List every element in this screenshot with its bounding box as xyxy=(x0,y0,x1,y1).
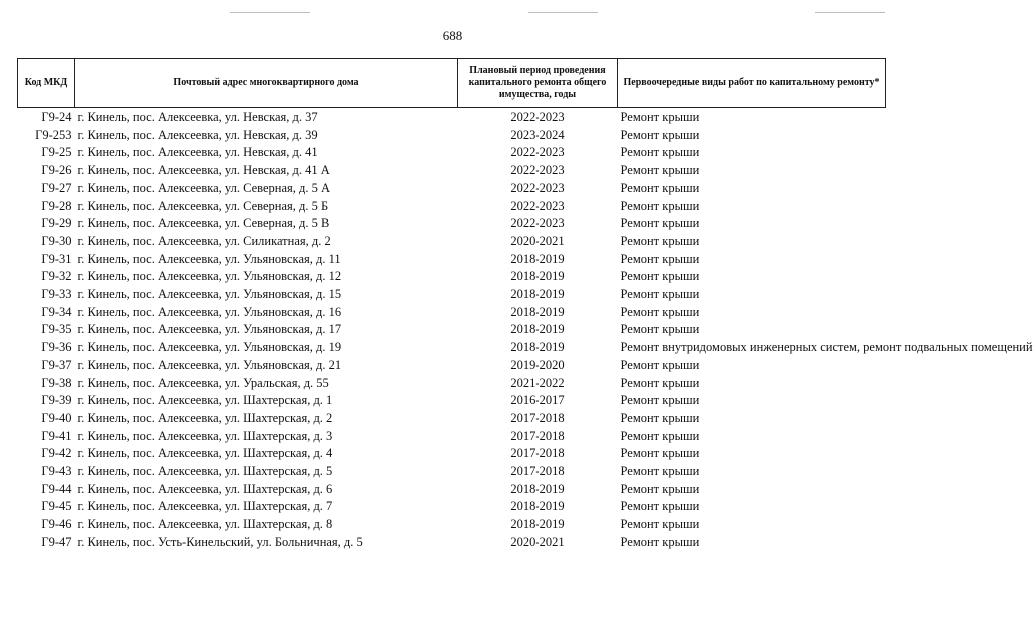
cell-works: Ремонт крыши xyxy=(620,428,700,443)
cell-code: Г9-45 xyxy=(41,499,72,514)
cell-works: Ремонт крыши xyxy=(620,481,700,496)
cell-period: 2017-2018 xyxy=(510,464,565,479)
cell-address: г. Кинель, пос. Усть-Кинельский, ул. Больничная, д. 5 xyxy=(77,534,363,549)
cell-period: 2017-2018 xyxy=(510,428,565,443)
cell-works: Ремонт внутридомовых инженерных систем, ремонт подвальных помещений xyxy=(620,340,1033,355)
cell-address: г. Кинель, пос. Алексеевка, ул. Силикатная, д. 2 xyxy=(77,233,331,248)
cell-address: г. Кинель, пос. Алексеевка, ул. Уральская, д. 55 xyxy=(77,375,329,390)
cell-code: Г9-31 xyxy=(41,251,72,266)
table-row xyxy=(18,162,886,180)
table-row xyxy=(18,108,886,127)
cell-address: г. Кинель, пос. Алексеевка, ул. Шахтерская, д. 5 xyxy=(77,464,333,479)
cell-works: Ремонт крыши xyxy=(620,198,700,213)
cell-code: Г9-29 xyxy=(41,216,72,231)
table-row xyxy=(18,321,886,339)
table-row xyxy=(18,428,886,446)
cell-works: Ремонт крыши xyxy=(620,534,700,549)
cell-works: Ремонт крыши xyxy=(620,110,700,124)
cell-works: Ремонт крыши xyxy=(620,446,700,461)
cell-address: г. Кинель, пос. Алексеевка, ул. Шахтерская, д. 3 xyxy=(77,428,333,443)
cell-period: 2022-2023 xyxy=(510,145,565,160)
cell-code: Г9-44 xyxy=(41,481,72,496)
cell-works: Ремонт крыши xyxy=(620,216,700,231)
cell-period: 2023-2024 xyxy=(510,127,565,142)
cell-code: Г9-32 xyxy=(41,269,72,284)
cell-period: 2020-2021 xyxy=(510,233,565,248)
cell-code: Г9-33 xyxy=(41,287,72,302)
cell-period: 2022-2023 xyxy=(510,110,565,124)
table-row xyxy=(18,357,886,375)
cell-address: г. Кинель, пос. Алексеевка, ул. Шахтерская, д. 8 xyxy=(77,517,333,532)
cell-address: г. Кинель, пос. Алексеевка, ул. Ульяновская, д. 16 xyxy=(77,304,342,319)
table-row xyxy=(18,251,886,269)
cell-code: Г9-35 xyxy=(41,322,72,337)
cell-address: г. Кинель, пос. Алексеевка, ул. Шахтерская, д. 2 xyxy=(77,410,333,425)
table-body xyxy=(18,108,1033,552)
cell-works: Ремонт крыши xyxy=(620,180,700,195)
cell-address: г. Кинель, пос. Алексеевка, ул. Северная, д. 5 Б xyxy=(77,198,329,213)
cell-works: Ремонт крыши xyxy=(620,233,700,248)
table-row xyxy=(18,304,886,322)
cell-period: 2019-2020 xyxy=(510,357,565,372)
cell-works: Ремонт крыши xyxy=(620,410,700,425)
table-row xyxy=(18,375,886,393)
table-header-row xyxy=(18,59,886,108)
cell-period: 2016-2017 xyxy=(510,393,565,408)
cell-address: г. Кинель, пос. Алексеевка, ул. Ульяновская, д. 15 xyxy=(77,287,342,302)
cell-code: Г9-42 xyxy=(41,446,72,461)
cell-works: Ремонт крыши xyxy=(620,304,700,319)
cell-code: Г9-253 xyxy=(35,127,72,142)
cell-period: 2018-2019 xyxy=(510,269,565,284)
cell-code: Г9-46 xyxy=(41,517,72,532)
page-number: 688 xyxy=(442,28,463,43)
cell-period: 2017-2018 xyxy=(510,446,565,461)
cell-works: Ремонт крыши xyxy=(620,393,700,408)
housing-register-table xyxy=(17,58,1033,552)
scan-artifact-line-right xyxy=(815,12,885,13)
table-row xyxy=(18,339,886,357)
scan-artifact-line-center xyxy=(528,12,598,13)
cell-works: Ремонт крыши xyxy=(620,517,700,532)
cell-code: Г9-43 xyxy=(41,464,72,479)
cell-period: 2018-2019 xyxy=(510,517,565,532)
cell-address: г. Кинель, пос. Алексеевка, ул. Ульяновская, д. 12 xyxy=(77,269,342,284)
header-code: Код МКД xyxy=(18,59,75,108)
cell-period: 2022-2023 xyxy=(510,216,565,231)
table-row xyxy=(18,127,886,145)
cell-address: г. Кинель, пос. Алексеевка, ул. Невская, д. 39 xyxy=(77,127,318,142)
cell-period: 2018-2019 xyxy=(510,340,565,355)
cell-address: г. Кинель, пос. Алексеевка, ул. Шахтерская, д. 4 xyxy=(77,446,333,461)
cell-address: г. Кинель, пос. Алексеевка, ул. Невская, д. 41 А xyxy=(77,163,330,178)
cell-address: г. Кинель, пос. Алексеевка, ул. Невская, д. 41 xyxy=(77,145,318,160)
cell-code: Г9-47 xyxy=(41,534,72,549)
header-period: Плановый период проведения капитального ремонта общего имущества, годы xyxy=(458,59,618,108)
cell-period: 2018-2019 xyxy=(510,304,565,319)
cell-code: Г9-24 xyxy=(41,110,72,124)
cell-works: Ремонт крыши xyxy=(620,464,700,479)
table-row xyxy=(18,180,886,198)
cell-code: Г9-38 xyxy=(41,375,72,390)
cell-period: 2018-2019 xyxy=(510,251,565,266)
cell-code: Г9-30 xyxy=(41,233,72,248)
cell-address: г. Кинель, пос. Алексеевка, ул. Шахтерская, д. 6 xyxy=(77,481,333,496)
table-row xyxy=(18,498,886,516)
cell-code: Г9-40 xyxy=(41,410,72,425)
table-row xyxy=(18,463,886,481)
cell-works: Ремонт крыши xyxy=(620,127,700,142)
cell-period: 2022-2023 xyxy=(510,180,565,195)
cell-address: г. Кинель, пос. Алексеевка, ул. Ульяновская, д. 19 xyxy=(77,340,342,355)
cell-works: Ремонт крыши xyxy=(620,251,700,266)
cell-code: Г9-26 xyxy=(41,163,72,178)
cell-address: г. Кинель, пос. Алексеевка, ул. Северная, д. 5 А xyxy=(77,180,331,195)
cell-code: Г9-25 xyxy=(41,145,72,160)
table-row xyxy=(18,445,886,463)
table-row xyxy=(18,410,886,428)
header-works: Первоочередные виды работ по капитальному ремонту* xyxy=(618,59,886,108)
cell-period: 2020-2021 xyxy=(510,534,565,549)
cell-period: 2018-2019 xyxy=(510,481,565,496)
cell-works: Ремонт крыши xyxy=(620,499,700,514)
cell-period: 2018-2019 xyxy=(510,499,565,514)
cell-address: г. Кинель, пос. Алексеевка, ул. Шахтерская, д. 1 xyxy=(77,393,333,408)
cell-address: г. Кинель, пос. Алексеевка, ул. Ульяновская, д. 11 xyxy=(77,251,341,266)
cell-period: 2022-2023 xyxy=(510,198,565,213)
table-row xyxy=(18,286,886,304)
cell-works: Ремонт крыши xyxy=(620,287,700,302)
cell-period: 2017-2018 xyxy=(510,410,565,425)
cell-address: г. Кинель, пос. Алексеевка, ул. Невская, д. 37 xyxy=(77,110,318,124)
cell-works: Ремонт крыши xyxy=(620,269,700,284)
cell-code: Г9-41 xyxy=(41,428,72,443)
cell-works: Ремонт крыши xyxy=(620,163,700,178)
cell-code: Г9-34 xyxy=(41,304,72,319)
cell-code: Г9-27 xyxy=(41,180,72,195)
table-row xyxy=(18,481,886,499)
cell-period: 2021-2022 xyxy=(510,375,565,390)
cell-works: Ремонт крыши xyxy=(620,375,700,390)
table-row xyxy=(18,215,886,233)
cell-period: 2018-2019 xyxy=(510,322,565,337)
table-row xyxy=(18,392,886,410)
cell-address: г. Кинель, пос. Алексеевка, ул. Ульяновская, д. 17 xyxy=(77,322,342,337)
cell-address: г. Кинель, пос. Алексеевка, ул. Северная, д. 5 В xyxy=(77,216,330,231)
header-address: Почтовый адрес многоквартирного дома xyxy=(75,59,458,108)
cell-period: 2022-2023 xyxy=(510,163,565,178)
table-row xyxy=(18,198,886,216)
cell-address: г. Кинель, пос. Алексеевка, ул. Ульяновская, д. 21 xyxy=(77,357,342,372)
table-row xyxy=(18,268,886,286)
cell-works: Ремонт крыши xyxy=(620,357,700,372)
cell-code: Г9-36 xyxy=(41,340,72,355)
table-row xyxy=(18,144,886,162)
cell-code: Г9-37 xyxy=(41,357,72,372)
cell-period: 2018-2019 xyxy=(510,287,565,302)
cell-code: Г9-39 xyxy=(41,393,72,408)
table-row xyxy=(18,516,886,534)
table-row xyxy=(18,534,886,552)
table-row xyxy=(18,233,886,251)
cell-code: Г9-28 xyxy=(41,198,72,213)
scan-artifact-line-left xyxy=(230,12,310,13)
cell-address: г. Кинель, пос. Алексеевка, ул. Шахтерская, д. 7 xyxy=(77,499,333,514)
cell-works: Ремонт крыши xyxy=(620,145,700,160)
cell-works: Ремонт крыши xyxy=(620,322,700,337)
